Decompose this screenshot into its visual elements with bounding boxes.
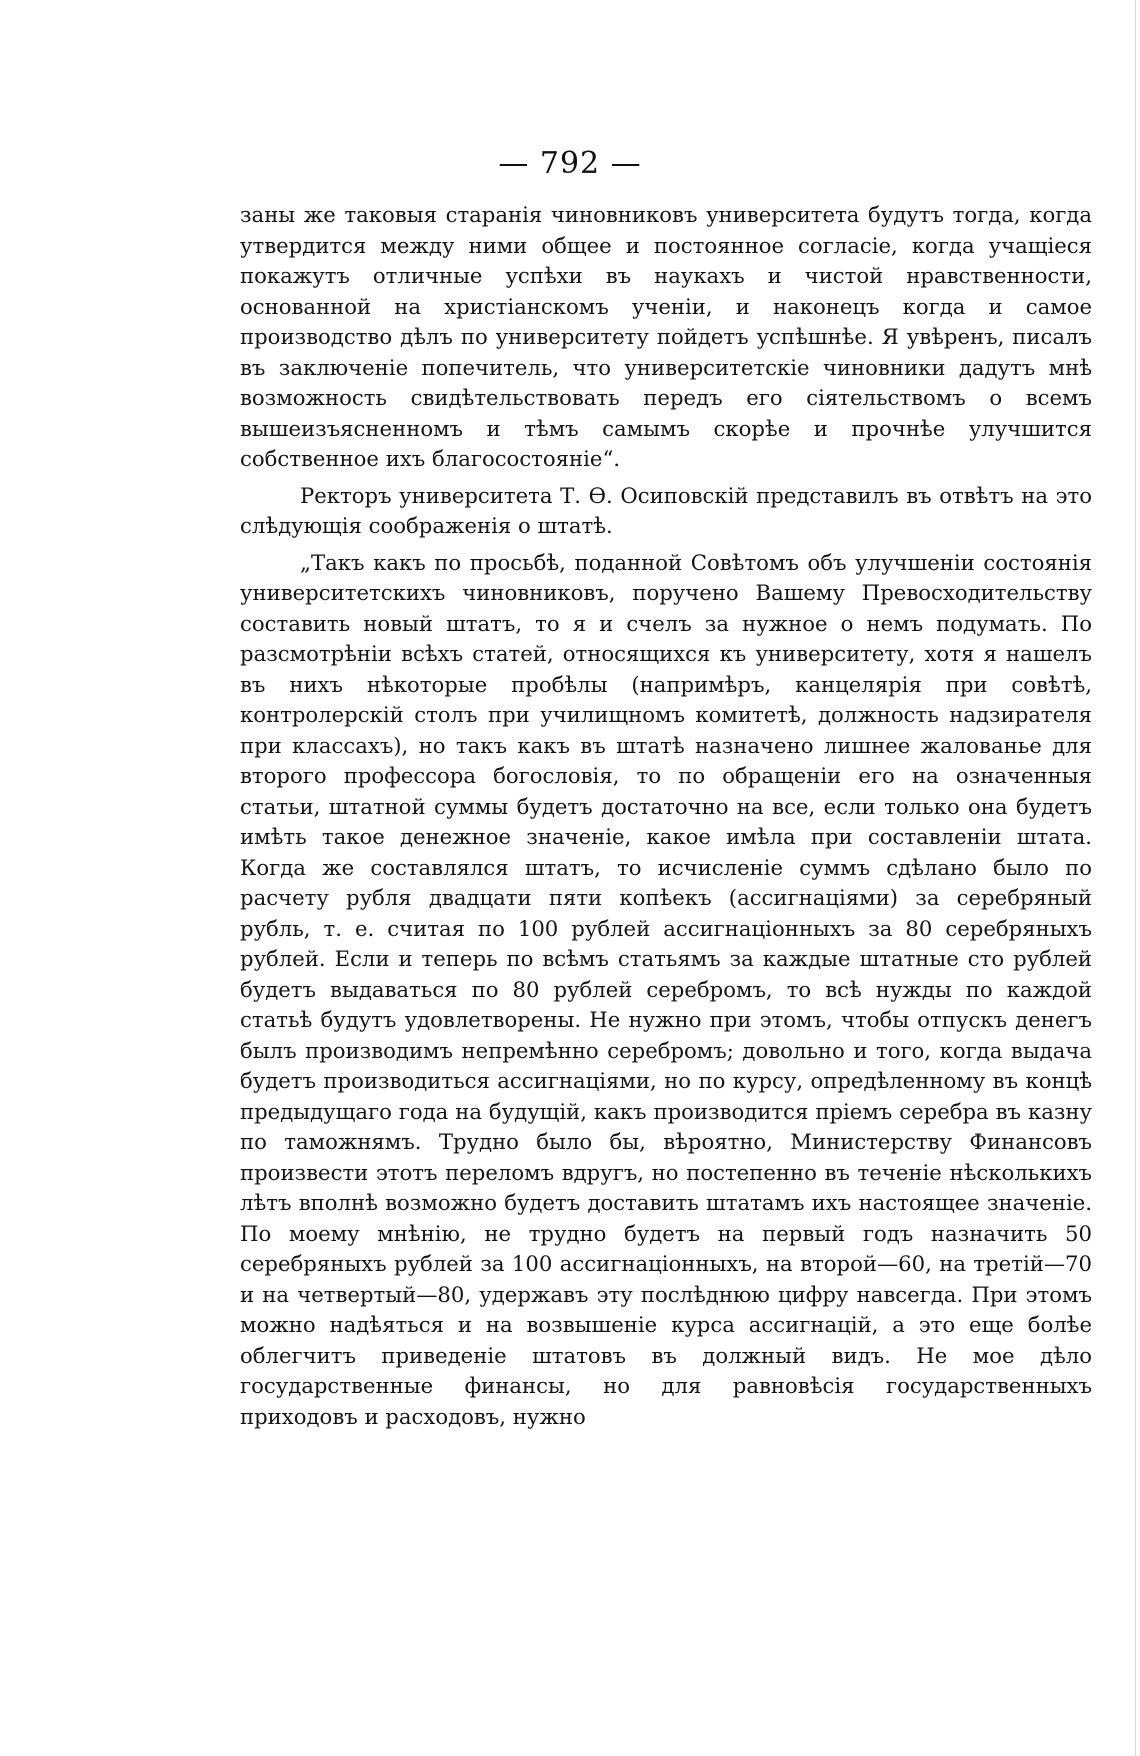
paragraph-rector-quote: „Такъ какъ по просьбѣ, поданной Совѣтомъ объ улучшеніи состоянія университетскихъ чиновниковъ, поручено Вашему Превосходительству составить новый штатъ, то я и счелъ за нужное о немъ подумать. По разсмотрѣніи всѣхъ статей, относящихся къ университету, хотя я нашелъ въ нихъ нѣкоторые пробѣлы (напримѣръ, канцелярія при совѣтѣ, контролерскій столъ при училищномъ комитетѣ, должность надзирателя при классахъ), но такъ какъ въ штатѣ назначено лишнее жалованье для второго профессора богословія, то по обращеніи его на означенныя статьи, штатной суммы будетъ достаточно на все, если только она будетъ имѣть такое денежное значеніе, какое имѣла при составленіи штата. Когда же составлялся штатъ, то исчисленіе суммъ сдѣлано было по расчету рубля двадцати пяти копѣекъ (ассигнаціями) за серебряный рубль, т. е. считая по 100 рублей ассигнаціонныхъ за 80 серебряныхъ рублей. Если и теперь по всѣмъ статьямъ за каждые штатные сто рублей будетъ выдаваться по 80 рублей серебромъ, то всѣ нужды по каждой статьѣ будутъ удовлетворены. Не нужно при этомъ, чтобы отпускъ денегъ былъ производимъ непремѣнно серебромъ; довольно и того, когда выдача будетъ производиться ассигнаціями, но по курсу, опредѣленному въ концѣ предыдущаго года на будущій, какъ производится пріемъ серебра въ казну по таможнямъ. Трудно было бы, вѣроятно, Министерству Финансовъ произвести этотъ переломъ вдругъ, но постепенно въ теченіе нѣсколькихъ лѣтъ вполнѣ возможно будетъ доставить штатамъ ихъ настоящее значеніе. По моему мнѣнію, не трудно будетъ на первый годъ назначить 50 серебряныхъ рублей за 100 ассигнаціонныхъ, на второй—60, на третій—70 и на четвертый—80, удержавъ эту послѣднюю цифру навсегда. При этомъ можно надѣяться и на возвышеніе курса ассигнацій, а это еще болѣе облегчитъ приведеніе штатовъ въ должный видъ. Не мое дѣло государственные финансы, но для равновѣсія государственныхъ приходовъ и расходовъ, нужно: [240, 549, 1092, 1429]
body-text: [240, 200, 1092, 1432]
page-number: — 792 —: [498, 146, 642, 181]
paragraph-continuation: заны же таковыя старанія чиновниковъ университета будутъ тогда, когда утвердится между ними общее и постоянное согласіе, когда учащіеся покажутъ отличные успѣхи въ наукахъ и чистой нравственности, основанной на христіанскомъ ученіи, и наконецъ когда и самое производство дѣлъ по университету пойдетъ успѣшнѣе. Я увѣренъ, писалъ въ заключеніе попечитель, что университетскіе чиновники дадутъ мнѣ возможность свидѣтельствовать передъ его сіятельствомъ о всемъ вышеизъясненномъ и тѣмъ самымъ скорѣе и прочнѣе улучшится собственное ихъ благосостояніе“.: [240, 202, 1092, 471]
scan-edge-line: [1135, 0, 1136, 1756]
paragraph-rector-intro: Ректоръ университета Т. Ѳ. Осиповскій представилъ въ отвѣтъ на это слѣдующія соображенія о штатѣ.: [240, 482, 1092, 538]
